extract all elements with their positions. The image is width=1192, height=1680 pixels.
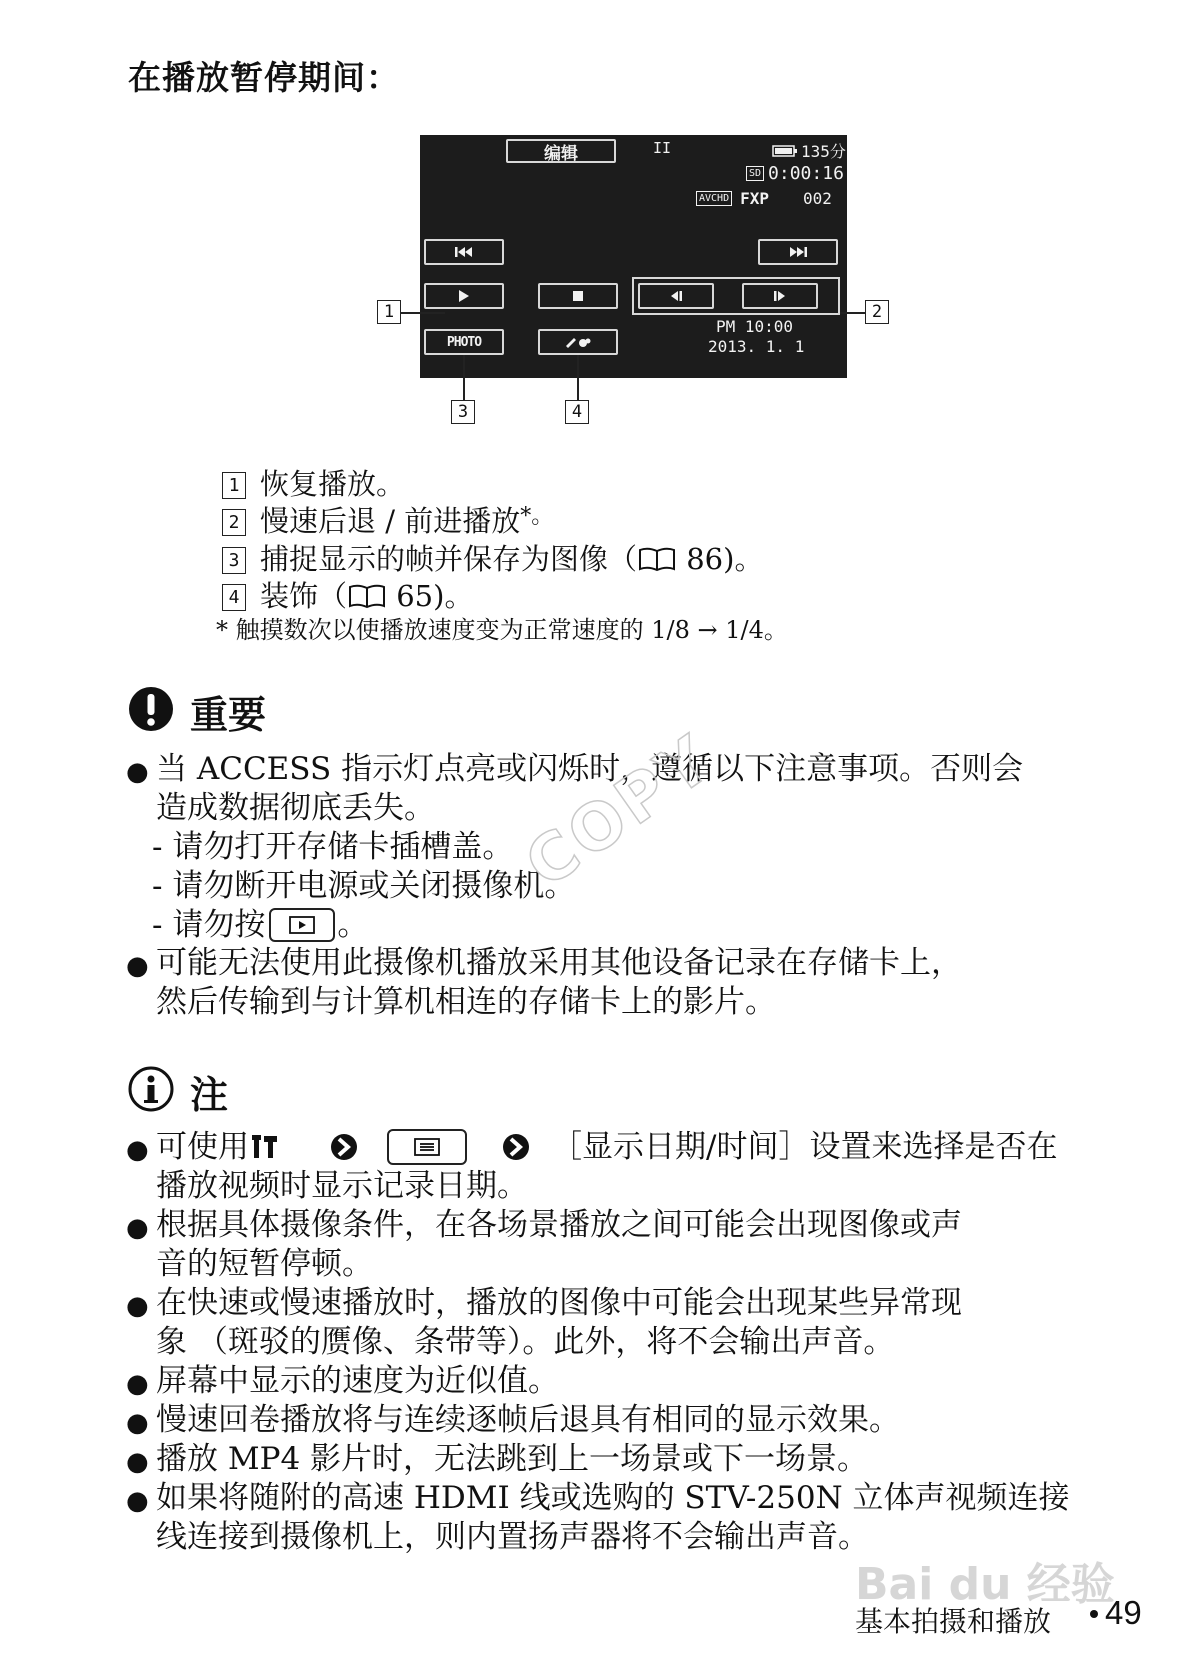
important-sub-3	[152, 906, 368, 944]
item-number: 4	[222, 584, 246, 611]
callout-3: 3	[451, 400, 475, 424]
bullet-dot: ●	[126, 1447, 149, 1477]
item-suffix: *。	[520, 504, 554, 529]
decoration-pen-icon	[563, 335, 593, 349]
footer-bullet	[1090, 1610, 1098, 1618]
battery-icon	[772, 145, 798, 157]
note-1-end: ［显示日期/时间］设置来选择是否在	[551, 1129, 1058, 1165]
chevron-right-icon	[327, 1132, 361, 1162]
important-sub-2: - 请勿断开电源或关闭摄像机。	[152, 868, 576, 904]
page-reference: 65)。	[387, 579, 474, 613]
important-sub-3-text: - 请勿按	[152, 907, 266, 943]
page-heading: 在播放暂停期间：	[128, 58, 400, 97]
note-6: 播放 MP4 影片时，无法跳到上一场景或下一场景。	[156, 1441, 869, 1477]
slow-forward-button[interactable]	[742, 283, 818, 309]
playback-button-key	[269, 908, 335, 942]
list-item-2	[222, 499, 553, 540]
callout-1-line	[401, 312, 445, 314]
bullet-dot: ●	[126, 1135, 149, 1165]
quality-mode: FXP	[740, 189, 770, 208]
scene-number: 002	[803, 189, 832, 208]
playback-icon	[289, 916, 315, 934]
bullet-dot: ●	[126, 1486, 149, 1516]
recording-date: 2013. 1. 1	[708, 337, 805, 356]
important-sub-3-end: 。	[337, 907, 369, 943]
bullet-dot: ●	[126, 757, 149, 787]
format-row	[696, 189, 832, 208]
important-title: 重要	[190, 693, 267, 737]
footer-section-title: 基本拍摄和播放	[855, 1605, 1052, 1638]
photo-button[interactable]: PHOTO	[424, 329, 504, 355]
bullet-dot: ●	[126, 1213, 149, 1243]
play-button[interactable]	[424, 283, 504, 309]
item-number: 2	[222, 509, 246, 536]
edit-button[interactable]: 编辑	[506, 139, 616, 163]
bullet-dot: ●	[126, 1369, 149, 1399]
book-reference-icon	[637, 546, 677, 572]
chevron-right-icon	[499, 1132, 533, 1162]
bullet-dot: ●	[126, 1291, 149, 1321]
notes-title: 注	[190, 1073, 229, 1117]
battery-time: 135分	[801, 142, 846, 161]
item-text: 慢速后退 / 前进播放	[260, 504, 521, 538]
stop-button[interactable]	[538, 283, 618, 309]
callout-2-line	[840, 312, 865, 314]
copy-watermark: COPY	[512, 721, 728, 903]
menu-list-icon	[414, 1138, 440, 1156]
list-item-3	[222, 537, 763, 578]
important-bullet-2-line-1: 可能无法使用此摄像机播放采用其他设备记录在存储卡上，	[156, 945, 962, 981]
note-1-line-2: 播放视频时显示记录日期。	[156, 1168, 528, 1204]
item-text: 装饰（	[260, 579, 348, 613]
timecode: 0:00:16	[768, 163, 844, 184]
note-7-line-1: 如果将随附的高速 HDMI 线或选购的 STV-250N 立体声视频连接	[156, 1480, 1070, 1516]
avchd-badge: AVCHD	[696, 191, 732, 206]
item-number: 1	[222, 472, 246, 499]
slow-reverse-icon	[668, 290, 684, 302]
list-item-1	[222, 462, 405, 503]
play-icon	[457, 289, 471, 303]
timecode-row	[746, 163, 844, 184]
bullet-dot: ●	[126, 951, 149, 981]
bullet-dot: ●	[126, 1408, 149, 1438]
skip-next-icon	[787, 246, 809, 258]
note-2-line-2: 音的短暂停顿。	[156, 1246, 373, 1282]
note-4: 屏幕中显示的速度为近似值。	[156, 1363, 559, 1399]
item-text: 捕捉显示的帧并保存为图像（	[260, 542, 638, 576]
item-number: 3	[222, 547, 246, 574]
battery-status	[772, 139, 846, 162]
settings-tools-icon	[251, 1132, 287, 1162]
note-1-line-1	[156, 1128, 1057, 1166]
slow-reverse-button[interactable]	[638, 283, 714, 309]
camera-playback-screen	[420, 135, 847, 378]
menu-button-key	[387, 1129, 467, 1165]
note-3-line-1: 在快速或慢速播放时，播放的图像中可能会出现某些异常现	[156, 1285, 962, 1321]
note-2-line-1: 根据具体摄像条件，在各场景播放之间可能会出现图像或声	[156, 1207, 962, 1243]
callout-3-line	[463, 355, 465, 400]
note-1-start: 可使用	[156, 1129, 249, 1165]
skip-previous-icon	[453, 246, 475, 258]
sd-card-icon: SD	[746, 166, 764, 181]
book-reference-icon	[347, 583, 387, 609]
callout-2: 2	[865, 300, 889, 324]
callout-1: 1	[377, 300, 401, 324]
important-bullet-1-line-2: 造成数据彻底丢失。	[156, 790, 435, 826]
important-sub-1: - 请勿打开存储卡插槽盖。	[152, 829, 514, 865]
note-5: 慢速回卷播放将与连续逐帧后退具有相同的显示效果。	[156, 1402, 900, 1438]
item-text: 恢复播放。	[260, 467, 406, 501]
baidu-watermark: Bai du 经验	[855, 1559, 1115, 1610]
callout-4: 4	[565, 400, 589, 424]
important-bullet-1-line-1: 当 ACCESS 指示灯点亮或闪烁时，遵循以下注意事项。否则会	[156, 751, 1024, 787]
callout-4-line	[577, 355, 579, 400]
slow-forward-icon	[772, 290, 788, 302]
important-icon	[128, 686, 174, 732]
pause-indicator: II	[653, 139, 672, 157]
page-number: 49	[1105, 1594, 1142, 1631]
page-reference: 86)。	[677, 542, 764, 576]
skip-next-button[interactable]	[758, 239, 838, 265]
decoration-button[interactable]	[538, 329, 618, 355]
list-item-4	[222, 574, 473, 615]
note-7-line-2: 线连接到摄像机上，则内置扬声器将不会输出声音。	[156, 1519, 869, 1555]
skip-previous-button[interactable]	[424, 239, 504, 265]
stop-icon	[572, 290, 584, 302]
important-bullet-2-line-2: 然后传输到与计算机相连的存储卡上的影片。	[156, 984, 776, 1020]
note-3-line-2: 象 （斑驳的赝像、条带等）。此外，将不会输出声音。	[156, 1324, 895, 1360]
clock-time: PM 10:00	[716, 317, 794, 336]
footnote: * 触摸数次以使播放速度变为正常速度的 1/8 → 1/4。	[216, 616, 788, 644]
info-icon	[128, 1066, 174, 1112]
